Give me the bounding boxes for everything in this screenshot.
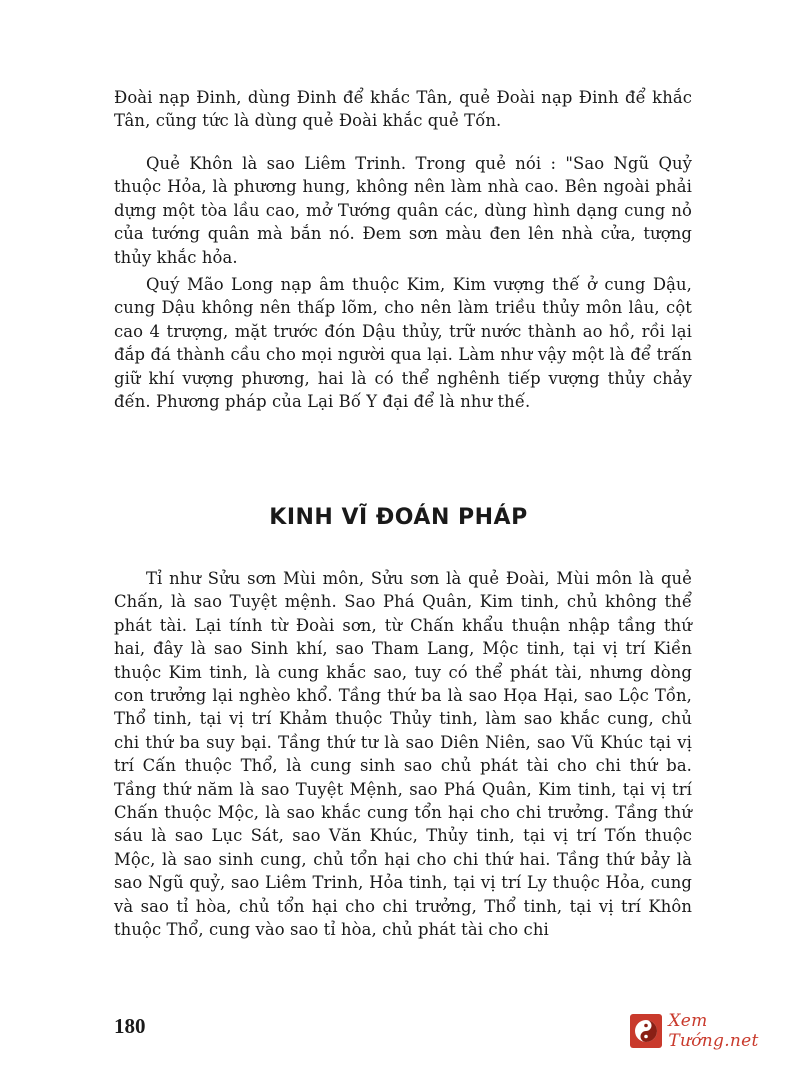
page-number: 180 xyxy=(114,1014,146,1038)
section-heading: KINH VĨ ĐOÁN PHÁP xyxy=(269,505,528,530)
watermark xyxy=(630,1013,797,1049)
watermark-text: Xem Tướng.net xyxy=(668,1011,759,1051)
paragraph-1: Đoài nạp Đinh, dùng Đinh để khắc Tân, quẻ Đoài nạp Đinh để khắc Tân, cũng tức là dùng quẻ Đoài khắc quẻ Tốn. xyxy=(114,88,692,131)
paragraph-2: Quẻ Khôn là sao Liêm Trinh. Trong quẻ nói : "Sao Ngũ Quỷ thuộc Hỏa, là phương hung, không nên làm nhà cao. Bên ngoài phải dựng một tòa lầu cao, mở Tướng quân các, dùng hình dạng cung nỏ của tướng quân mà bắn nó. Đem sơn màu đen lên nhà cửa, tượng thủy khắc hỏa. xyxy=(114,154,692,267)
section-body-paragraph: Tỉ như Sửu sơn Mùi môn, Sửu sơn là quẻ Đoài, Mùi môn là quẻ Chấn, là sao Tuyệt mệnh. Sao Phá Quân, Kim tinh, chủ không thể phát tài. Lại tính từ Đoài sơn, từ Chấn khẩu thuận nhập tầng thứ hai, đây là sao Sinh khí, sao Tham Lang, Mộc tinh, tại vị trí Kiền thuộc Kim tinh, là cung khắc sao, tuy có thể phát tài, nhưng dòng con trưởng lại nghèo khổ. Tầng thứ ba là sao Họa Hại, sao Lộc Tồn, Thổ tinh, tại vị trí Khảm thuộc Thủy tinh, làm sao khắc cung, chủ chi thứ ba suy bại. Tầng thứ tư là sao Diên Niên, sao Vũ Khúc tại vị trí Cấn thuộc Thổ, là cung sinh sao chủ phát tài cho chi thứ ba. Tầng thứ năm là sao Tuyệt Mệnh, sao Phá Quân, Kim tinh, tại vị trí Chấn thuộc Mộc, là sao khắc cung tổn hại cho chi trưởng. Tầng thứ sáu là sao Lục Sát, sao Văn Khúc, Thủy tinh, tại vị trí Tốn thuộc Mộc, là sao sinh cung, chủ tổn hại cho chi thứ hai. Tầng thứ bảy là sao Ngũ quỷ, sao Liêm Trinh, Hỏa tinh, tại vị trí Ly thuộc Hỏa, cung và sao tỉ hòa, chủ tổn hại cho chi trưởng, Thổ tinh, tại vị trí Khôn thuộc Thổ, cung vào sao tỉ hòa, chủ phát tài cho chi xyxy=(114,569,692,940)
yin-yang-icon xyxy=(630,1014,662,1048)
paragraph-3: Quý Mão Long nạp âm thuộc Kim, Kim vượng thế ở cung Dậu, cung Dậu không nên thấp lõm, cho nên làm triều thủy môn lâu, cột cao 4 trượng, mặt trước đón Dậu thủy, trữ nước thành ao hồ, rồi lại đắp đá thành cầu cho mọi người qua lại. Làm như vậy một là để trấn giữ khí vượng phương, hai là có thể nghênh tiếp vượng thủy chảy đến. Phương pháp của Lại Bố Y đại để là như thế. xyxy=(114,275,692,412)
